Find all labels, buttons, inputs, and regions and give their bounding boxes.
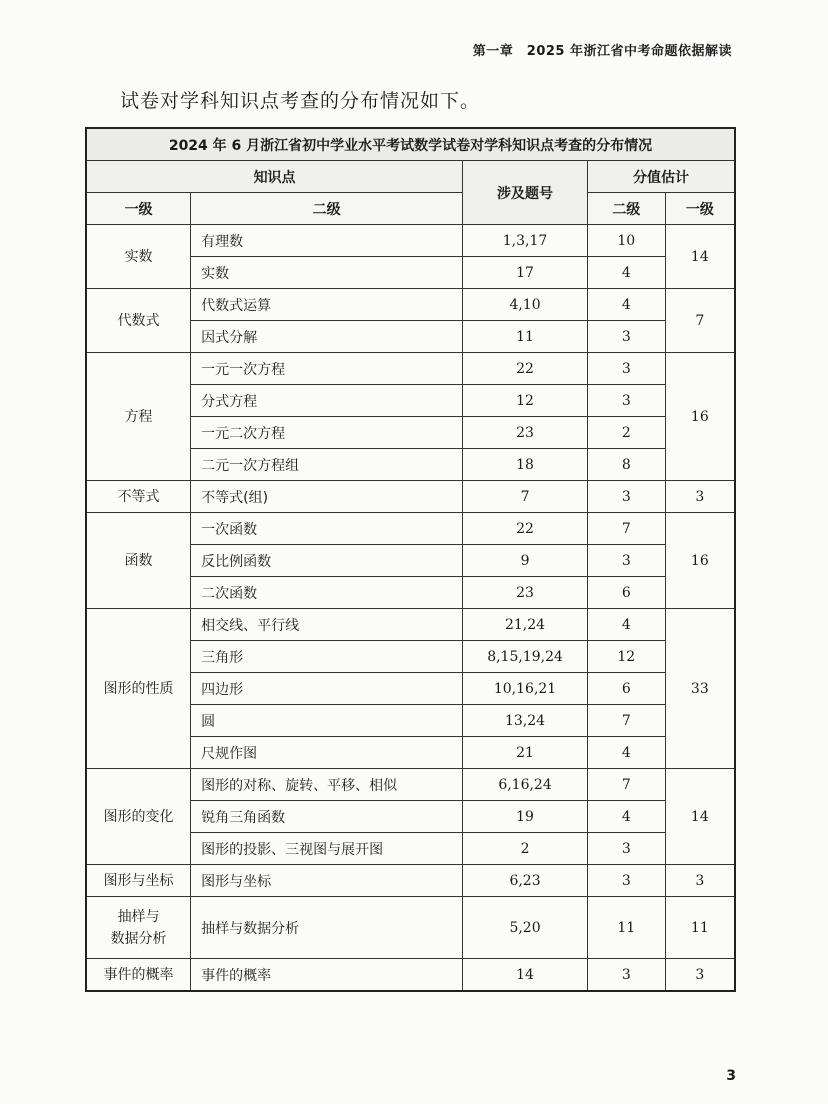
- level2-item: 因式分解: [191, 321, 463, 353]
- table-row: [86, 865, 735, 897]
- level1-score: 16: [665, 513, 735, 609]
- level2-score: 10: [587, 225, 665, 257]
- question-numbers: 9: [463, 545, 588, 577]
- level2-score: 7: [587, 769, 665, 801]
- question-numbers: 17: [463, 257, 588, 289]
- level2-item: 图形与坐标: [191, 865, 463, 897]
- table-row: [86, 289, 735, 321]
- header-score-level2: 二级: [587, 193, 665, 225]
- level1-category: 图形的变化: [86, 769, 191, 865]
- header-level1: 一级: [86, 193, 191, 225]
- running-header: 第一章 2025 年浙江省中考命题依据解读: [472, 44, 732, 59]
- level2-score: 4: [587, 257, 665, 289]
- level2-item: 事件的概率: [191, 959, 463, 992]
- level2-score: 6: [587, 577, 665, 609]
- level2-item: 反比例函数: [191, 545, 463, 577]
- question-numbers: 13,24: [463, 705, 588, 737]
- table-row: [86, 353, 735, 385]
- intro-text: 试卷对学科知识点考查的分布情况如下。: [120, 90, 481, 112]
- level1-category: 图形的性质: [86, 609, 191, 769]
- knowledge-distribution-table: [85, 127, 736, 992]
- question-numbers: 12: [463, 385, 588, 417]
- level2-score: 8: [587, 449, 665, 481]
- header-knowledge: 知识点: [86, 161, 463, 193]
- level2-score: 3: [587, 353, 665, 385]
- level1-category: 抽样与 数据分析: [86, 897, 191, 959]
- level2-score: 3: [587, 481, 665, 513]
- level2-item: 二元一次方程组: [191, 449, 463, 481]
- question-numbers: 21: [463, 737, 588, 769]
- level1-category: 方程: [86, 353, 191, 481]
- level2-item: 圆: [191, 705, 463, 737]
- level1-score: 14: [665, 769, 735, 865]
- level2-item: 锐角三角函数: [191, 801, 463, 833]
- table-row: [86, 609, 735, 641]
- level2-score: 3: [587, 385, 665, 417]
- level1-score: 3: [665, 959, 735, 992]
- level2-item: 不等式(组): [191, 481, 463, 513]
- table-row: [86, 769, 735, 801]
- question-numbers: 22: [463, 353, 588, 385]
- level1-score: 16: [665, 353, 735, 481]
- table-row: [86, 481, 735, 513]
- level2-score: 11: [587, 897, 665, 959]
- level2-score: 2: [587, 417, 665, 449]
- level2-score: 7: [587, 705, 665, 737]
- question-numbers: 10,16,21: [463, 673, 588, 705]
- level2-score: 3: [587, 833, 665, 865]
- question-numbers: 22: [463, 513, 588, 545]
- table-row: [86, 959, 735, 992]
- level1-category: 代数式: [86, 289, 191, 353]
- question-numbers: 2: [463, 833, 588, 865]
- level2-item: 相交线、平行线: [191, 609, 463, 641]
- question-numbers: 21,24: [463, 609, 588, 641]
- level2-item: 二次函数: [191, 577, 463, 609]
- question-numbers: 1,3,17: [463, 225, 588, 257]
- header-questions: 涉及题号: [463, 161, 588, 225]
- level1-score: 7: [665, 289, 735, 353]
- level2-score: 4: [587, 801, 665, 833]
- table-row: [86, 513, 735, 545]
- level2-item: 图形的对称、旋转、平移、相似: [191, 769, 463, 801]
- table-row: [86, 225, 735, 257]
- level2-item: 四边形: [191, 673, 463, 705]
- level1-score: 14: [665, 225, 735, 289]
- level2-score: 7: [587, 513, 665, 545]
- question-numbers: 14: [463, 959, 588, 992]
- level2-score: 3: [587, 321, 665, 353]
- level2-score: 4: [587, 609, 665, 641]
- level1-category: 事件的概率: [86, 959, 191, 992]
- level2-score: 3: [587, 865, 665, 897]
- page-number: 3: [726, 1068, 736, 1084]
- level2-item: 抽样与数据分析: [191, 897, 463, 959]
- question-numbers: 4,10: [463, 289, 588, 321]
- table-row: [86, 897, 735, 959]
- header-level2: 二级: [191, 193, 463, 225]
- header-score: 分值估计: [587, 161, 735, 193]
- level2-item: 图形的投影、三视图与展开图: [191, 833, 463, 865]
- question-numbers: 6,23: [463, 865, 588, 897]
- level1-score: 33: [665, 609, 735, 769]
- level1-score: 11: [665, 897, 735, 959]
- level2-score: 12: [587, 641, 665, 673]
- question-numbers: 18: [463, 449, 588, 481]
- level1-category: 实数: [86, 225, 191, 289]
- level2-item: 尺规作图: [191, 737, 463, 769]
- level1-category: 不等式: [86, 481, 191, 513]
- level2-score: 3: [587, 545, 665, 577]
- level1-category: 图形与坐标: [86, 865, 191, 897]
- header-score-level1: 一级: [665, 193, 735, 225]
- level2-item: 一元一次方程: [191, 353, 463, 385]
- level2-item: 三角形: [191, 641, 463, 673]
- level2-score: 4: [587, 289, 665, 321]
- question-numbers: 7: [463, 481, 588, 513]
- table-title: 2024 年 6 月浙江省初中学业水平考试数学试卷对学科知识点考查的分布情况: [86, 128, 735, 161]
- level2-score: 6: [587, 673, 665, 705]
- level1-score: 3: [665, 481, 735, 513]
- level2-item: 一次函数: [191, 513, 463, 545]
- level2-item: 一元二次方程: [191, 417, 463, 449]
- level2-item: 实数: [191, 257, 463, 289]
- question-numbers: 8,15,19,24: [463, 641, 588, 673]
- level2-score: 4: [587, 737, 665, 769]
- question-numbers: 19: [463, 801, 588, 833]
- level2-item: 分式方程: [191, 385, 463, 417]
- level2-item: 代数式运算: [191, 289, 463, 321]
- question-numbers: 23: [463, 417, 588, 449]
- question-numbers: 23: [463, 577, 588, 609]
- level1-category: 函数: [86, 513, 191, 609]
- question-numbers: 6,16,24: [463, 769, 588, 801]
- question-numbers: 5,20: [463, 897, 588, 959]
- level1-score: 3: [665, 865, 735, 897]
- level2-item: 有理数: [191, 225, 463, 257]
- question-numbers: 11: [463, 321, 588, 353]
- level2-score: 3: [587, 959, 665, 992]
